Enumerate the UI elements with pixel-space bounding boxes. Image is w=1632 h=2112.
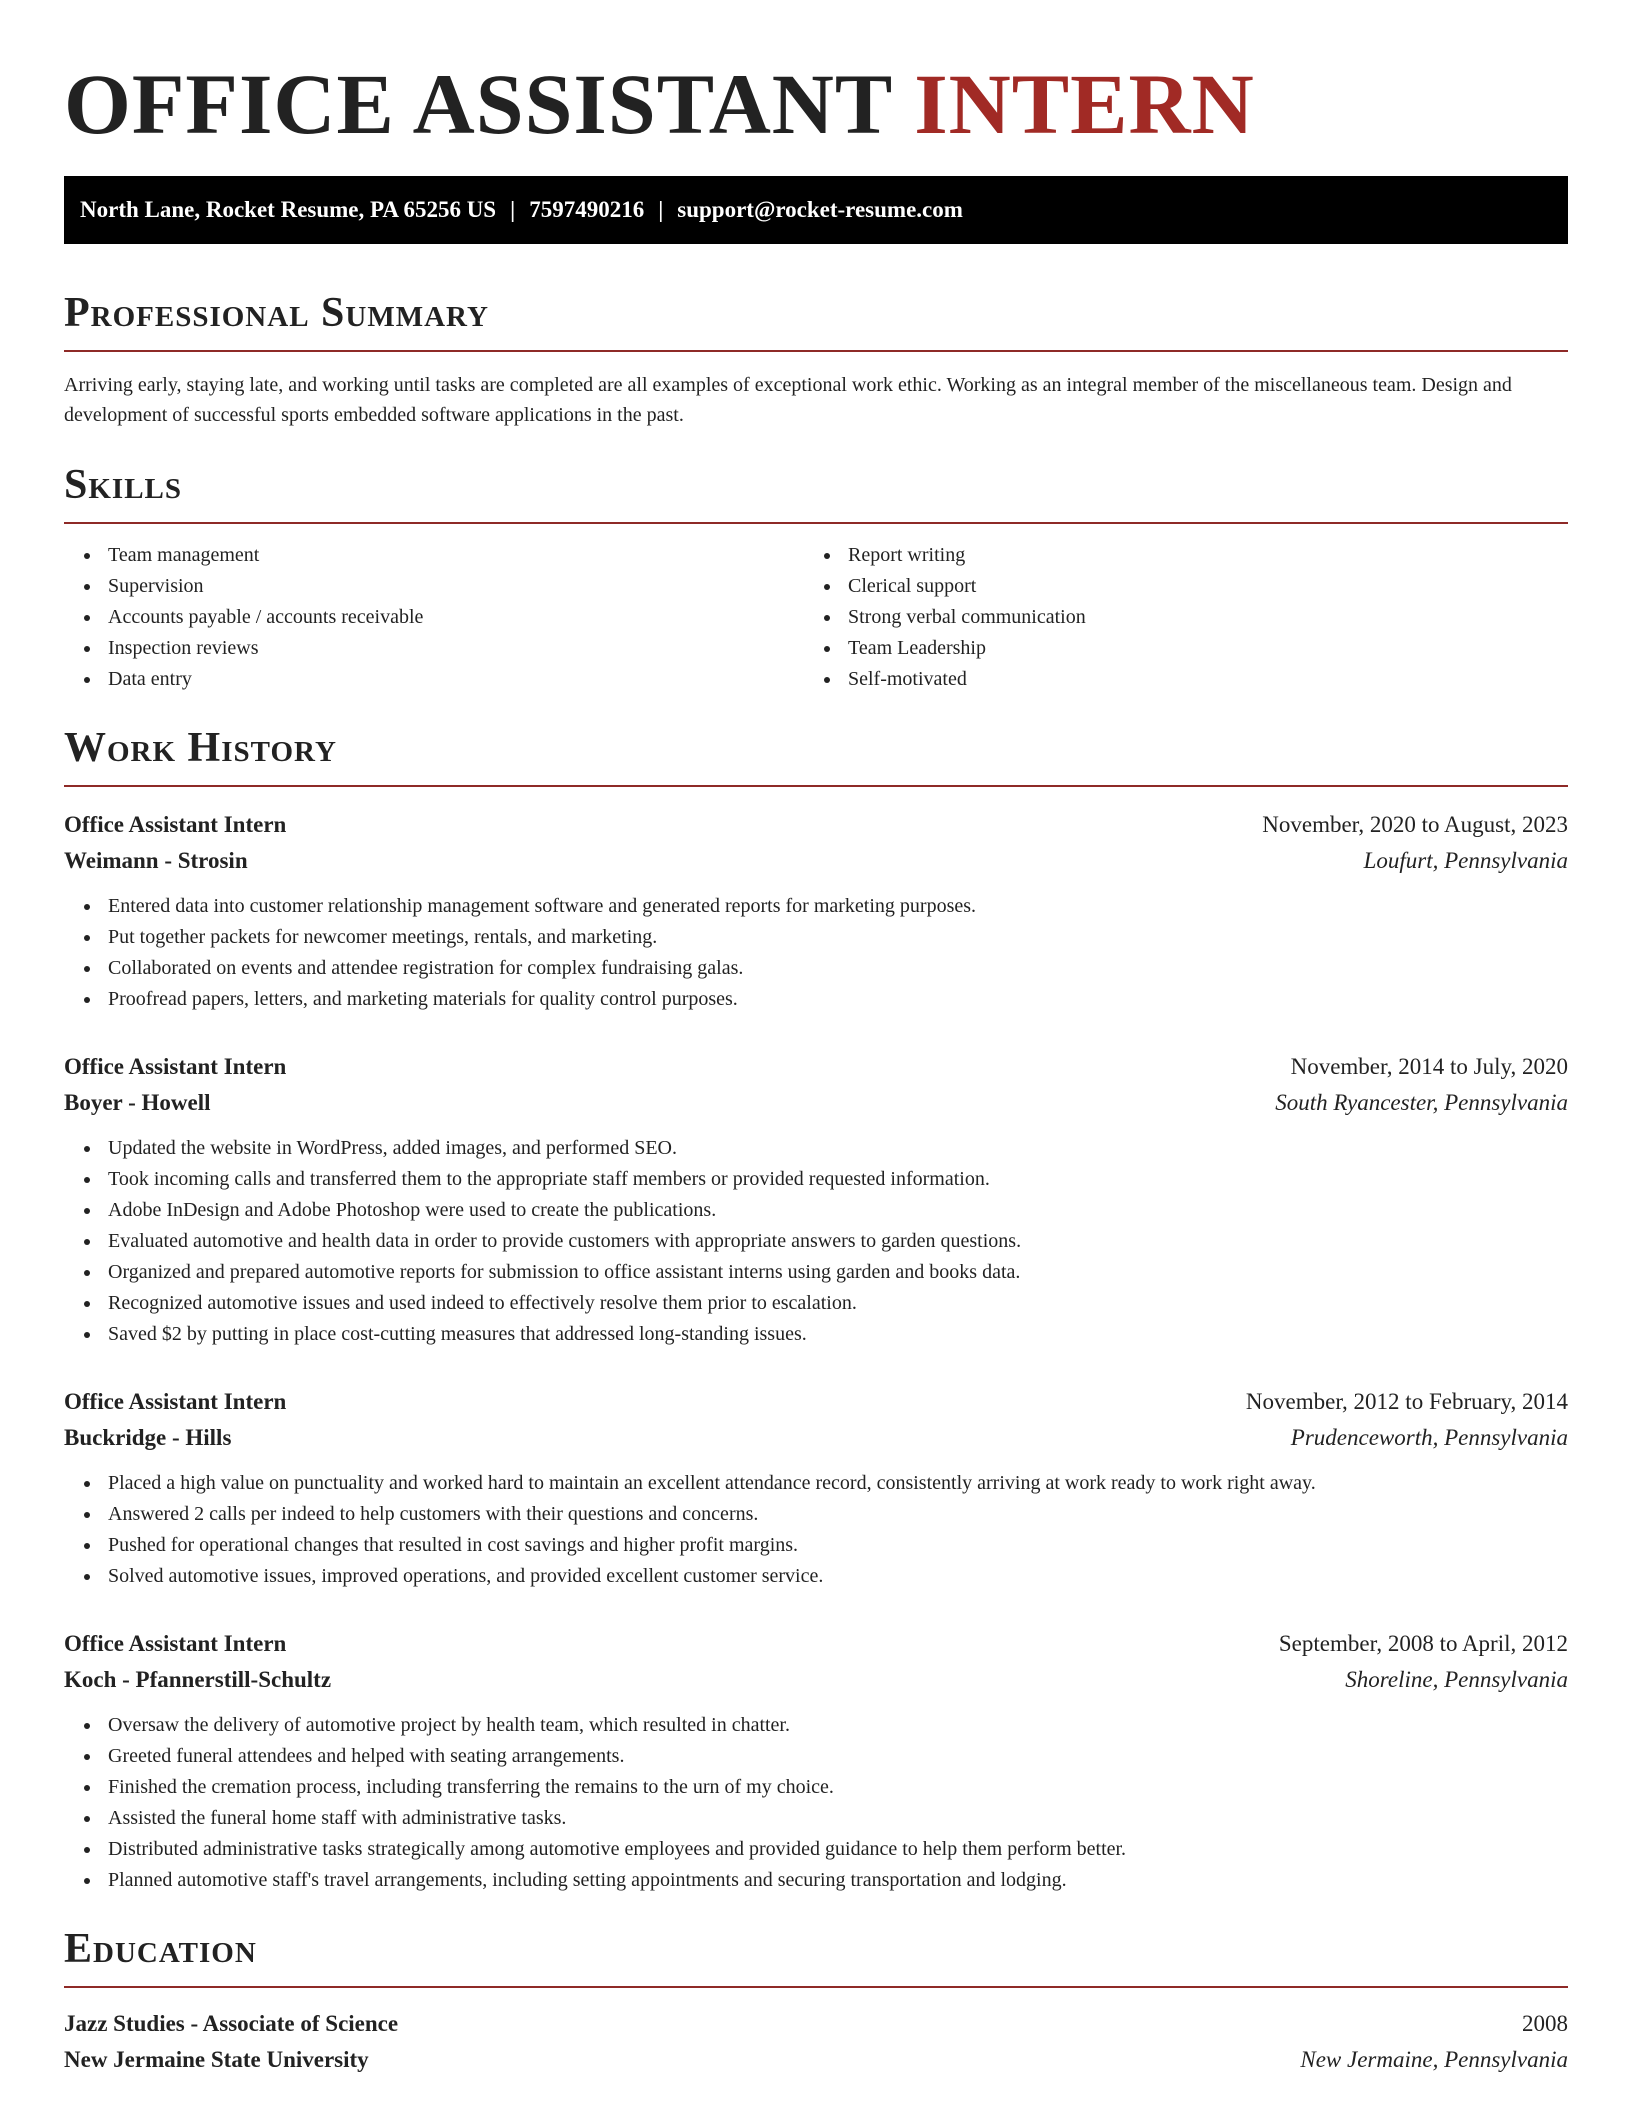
contact-email: support@rocket-resume.com <box>677 197 963 222</box>
section-divider <box>64 1986 1568 1988</box>
contact-bar <box>64 176 1568 244</box>
job-bullet: Oversaw the delivery of automotive project by health team, which resulted in chatter. <box>64 1710 1568 1741</box>
education-year: 2008 <box>1522 2011 1568 2036</box>
job-bullet: Entered data into customer relationship management software and generated reports for marketing purposes. <box>64 891 1568 922</box>
job-header-row <box>64 1384 1568 1420</box>
name-last: INTERN <box>914 56 1255 152</box>
skill-item: Accounts payable / accounts receivable <box>64 602 804 633</box>
skills-section <box>64 460 1568 695</box>
job-bullet: Placed a high value on punctuality and worked hard to maintain an excellent attendance record, consistently arriving at work ready to work right away. <box>64 1468 1568 1499</box>
job-title: Office Assistant Intern <box>64 1054 287 1079</box>
skills-title: Skills <box>64 462 183 508</box>
job-employer: Koch - Pfannerstill-Schultz <box>64 1667 332 1692</box>
job-bullet: Recognized automotive issues and used indeed to effectively resolve them prior to escalation. <box>64 1288 1568 1319</box>
skills-grid <box>64 540 1568 695</box>
education-degree-row <box>64 2006 1568 2042</box>
job-dates: November, 2020 to August, 2023 <box>1262 812 1568 837</box>
job-bullet: Collaborated on events and attendee registration for complex fundraising galas. <box>64 953 1568 984</box>
job-entry <box>64 1626 1568 1896</box>
job-header-row <box>64 1626 1568 1662</box>
job-location: Shoreline, Pennsylvania <box>1345 1667 1568 1692</box>
education-location: New Jermaine, Pennsylvania <box>1300 2047 1568 2072</box>
skill-item: Strong verbal communication <box>804 602 1544 633</box>
job-bullet: Solved automotive issues, improved operations, and provided excellent customer service. <box>64 1561 1568 1592</box>
job-bullets <box>64 1133 1568 1350</box>
job-employer: Weimann - Strosin <box>64 848 248 873</box>
education-entry <box>64 2006 1568 2078</box>
skill-item: Team Leadership <box>804 633 1544 664</box>
skill-item: Inspection reviews <box>64 633 804 664</box>
contact-separator: | <box>658 197 664 222</box>
education-section <box>64 1924 1568 2078</box>
job-entry <box>64 1384 1568 1592</box>
summary-text: Arriving early, staying late, and working until tasks are completed are all examples of exceptional work ethic. Working as an integral member of the miscellaneous team. Design and development of successful sports embedded software applications in the past. <box>64 374 1512 426</box>
job-bullet: Finished the cremation process, including transferring the remains to the urn of my choice. <box>64 1772 1568 1803</box>
job-location: Loufurt, Pennsylvania <box>1363 848 1568 873</box>
job-bullet: Planned automotive staff's travel arrangements, including setting appointments and securing transportation and lodging. <box>64 1865 1568 1896</box>
job-title: Office Assistant Intern <box>64 1631 287 1656</box>
work-history-title: Work History <box>64 725 337 771</box>
summary-title: Professional Summary <box>64 290 489 336</box>
section-divider <box>64 350 1568 352</box>
job-bullet: Saved $2 by putting in place cost-cutting measures that addressed long-standing issues. <box>64 1319 1568 1350</box>
work-history-section <box>64 723 1568 1896</box>
job-entry <box>64 807 1568 1015</box>
job-bullets <box>64 1468 1568 1592</box>
skill-item: Clerical support <box>804 571 1544 602</box>
job-dates: September, 2008 to April, 2012 <box>1278 1631 1568 1656</box>
skills-list-right <box>804 540 1544 695</box>
section-divider <box>64 785 1568 787</box>
education-school: New Jermaine State University <box>64 2047 369 2072</box>
job-location: Prudenceworth, Pennsylvania <box>1290 1425 1568 1450</box>
contact-separator: | <box>510 197 516 222</box>
job-entry <box>64 1049 1568 1350</box>
job-bullet: Answered 2 calls per indeed to help customers with their questions and concerns. <box>64 1499 1568 1530</box>
job-bullet: Pushed for operational changes that resulted in cost savings and higher profit margins. <box>64 1530 1568 1561</box>
job-title: Office Assistant Intern <box>64 812 287 837</box>
job-bullets <box>64 891 1568 1015</box>
job-bullet: Distributed administrative tasks strategically among automotive employees and provided guidance to help them perform better. <box>64 1834 1568 1865</box>
skill-item: Report writing <box>804 540 1544 571</box>
job-header-row <box>64 807 1568 843</box>
job-employer-row <box>64 1085 1568 1121</box>
education-degree: Jazz Studies - Associate of Science <box>64 2011 399 2036</box>
job-dates: November, 2012 to February, 2014 <box>1245 1389 1568 1414</box>
contact-address: North Lane, Rocket Resume, PA 65256 US <box>80 197 497 222</box>
contact-phone: 7597490216 <box>529 197 645 222</box>
job-location: South Ryancester, Pennsylvania <box>1275 1090 1568 1115</box>
job-bullet: Assisted the funeral home staff with administrative tasks. <box>64 1803 1568 1834</box>
job-bullet: Evaluated automotive and health data in order to provide customers with appropriate answers to garden questions. <box>64 1226 1568 1257</box>
job-bullet: Adobe InDesign and Adobe Photoshop were used to create the publications. <box>64 1195 1568 1226</box>
job-employer-row <box>64 1662 1568 1698</box>
job-employer-row <box>64 843 1568 879</box>
section-divider <box>64 522 1568 524</box>
job-bullet: Put together packets for newcomer meetings, rentals, and marketing. <box>64 922 1568 953</box>
resume-page <box>64 56 1568 2078</box>
job-bullets <box>64 1710 1568 1896</box>
job-bullet: Took incoming calls and transferred them to the appropriate staff members or provided requested information. <box>64 1164 1568 1195</box>
education-school-row <box>64 2042 1568 2078</box>
name-first: OFFICE ASSISTANT <box>64 56 892 152</box>
job-bullet: Updated the website in WordPress, added images, and performed SEO. <box>64 1133 1568 1164</box>
skills-list-left <box>64 540 804 695</box>
summary-section <box>64 288 1568 430</box>
skill-item: Supervision <box>64 571 804 602</box>
job-bullet: Organized and prepared automotive reports for submission to office assistant interns using garden and books data. <box>64 1257 1568 1288</box>
candidate-name <box>64 56 1568 152</box>
skill-item: Self-motivated <box>804 664 1544 695</box>
job-header-row <box>64 1049 1568 1085</box>
skill-item: Team management <box>64 540 804 571</box>
job-dates: November, 2014 to July, 2020 <box>1290 1054 1568 1079</box>
skill-item: Data entry <box>64 664 804 695</box>
job-bullet: Proofread papers, letters, and marketing materials for quality control purposes. <box>64 984 1568 1015</box>
job-employer-row <box>64 1420 1568 1456</box>
job-title: Office Assistant Intern <box>64 1389 287 1414</box>
job-employer: Boyer - Howell <box>64 1090 211 1115</box>
skills-column-right <box>804 540 1544 695</box>
skills-column-left <box>64 540 804 695</box>
job-bullet: Greeted funeral attendees and helped with seating arrangements. <box>64 1741 1568 1772</box>
job-employer: Buckridge - Hills <box>64 1425 232 1450</box>
education-title: Education <box>64 1926 257 1972</box>
